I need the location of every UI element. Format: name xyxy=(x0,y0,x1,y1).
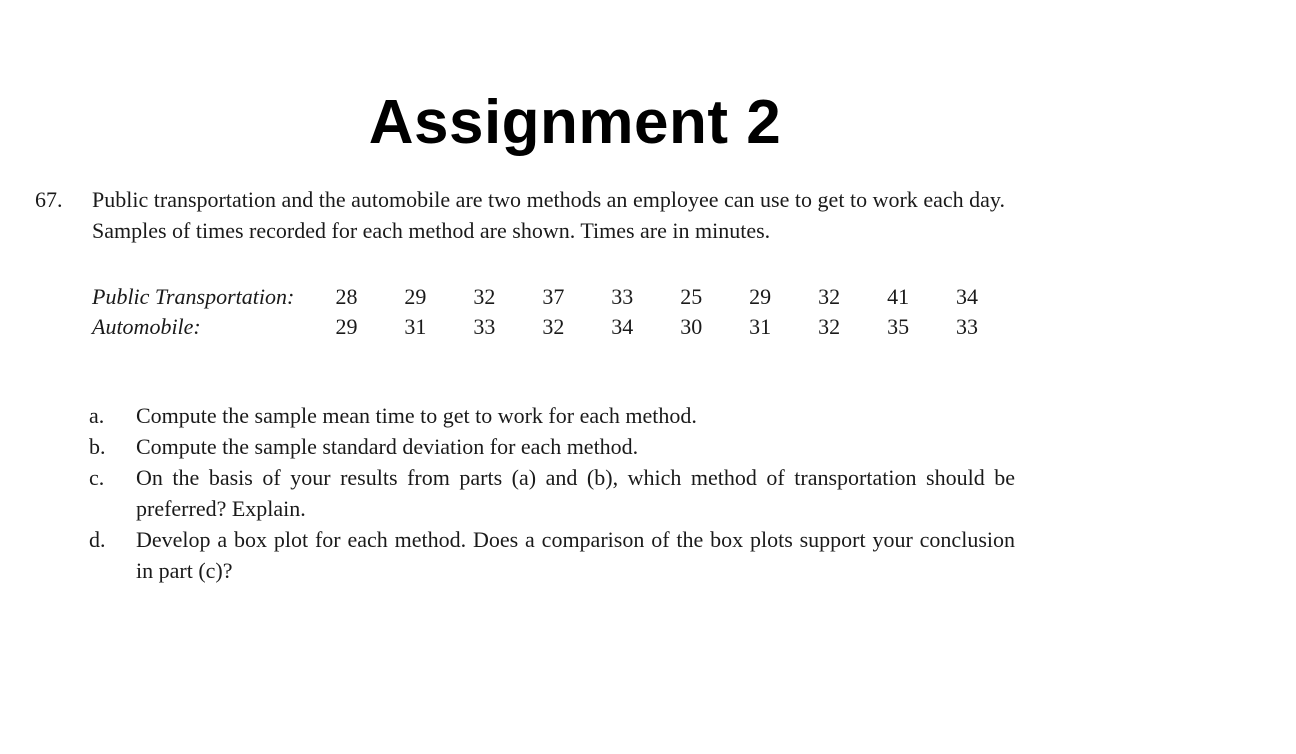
table-cell: 31 xyxy=(404,314,427,339)
row-label: Public Transportation: xyxy=(92,284,295,309)
table-cell: 34 xyxy=(956,284,979,309)
table-cell: 28 xyxy=(335,284,358,309)
table-row-public-transportation xyxy=(92,282,1025,312)
table-cell: 41 xyxy=(887,284,910,309)
problem-number: 67. xyxy=(35,187,63,212)
part-d xyxy=(89,524,1015,586)
problem-header xyxy=(35,184,1025,246)
table-row-automobile xyxy=(92,312,1025,342)
table-cell: 25 xyxy=(680,284,703,309)
table-cell: 32 xyxy=(473,284,496,309)
part-text: Compute the sample mean time to get to work for each method. xyxy=(136,403,697,428)
table-cell: 29 xyxy=(335,314,358,339)
table-cell: 34 xyxy=(611,314,634,339)
table-cell: 31 xyxy=(749,314,772,339)
part-text: On the basis of your results from parts (a) and (b), which method of transportation should be preferred? Explain. xyxy=(136,465,1015,521)
row-label: Automobile: xyxy=(92,314,201,339)
slide-title: Assignment 2 xyxy=(368,87,782,157)
part-letter: d. xyxy=(89,527,106,552)
problem-intro: Public transportation and the automobile are two methods an employee can use to get to work each day. Samples of times recorded for each method are shown. Times are in minutes. xyxy=(92,187,1005,243)
part-a xyxy=(89,400,1015,431)
problem-67 xyxy=(35,184,1025,586)
table-cell: 32 xyxy=(818,284,841,309)
table-cell: 32 xyxy=(542,314,565,339)
table-cell: 37 xyxy=(542,284,565,309)
commute-times-table xyxy=(92,282,1025,342)
part-b xyxy=(89,431,1015,462)
table-cell: 33 xyxy=(473,314,496,339)
table-cell: 29 xyxy=(404,284,427,309)
part-letter: a. xyxy=(89,403,105,428)
problem-parts-list xyxy=(89,400,1015,586)
part-letter: c. xyxy=(89,465,105,490)
part-text: Develop a box plot for each method. Does a comparison of the box plots support your conclusion in part (c)? xyxy=(136,527,1015,583)
table-cell: 35 xyxy=(887,314,910,339)
table-cell: 29 xyxy=(749,284,772,309)
table-cell: 33 xyxy=(956,314,979,339)
part-c xyxy=(89,462,1015,524)
part-text: Compute the sample standard deviation for each method. xyxy=(136,434,639,459)
part-letter: b. xyxy=(89,434,106,459)
table-cell: 30 xyxy=(680,314,703,339)
table-cell: 33 xyxy=(611,284,634,309)
table-cell: 32 xyxy=(818,314,841,339)
